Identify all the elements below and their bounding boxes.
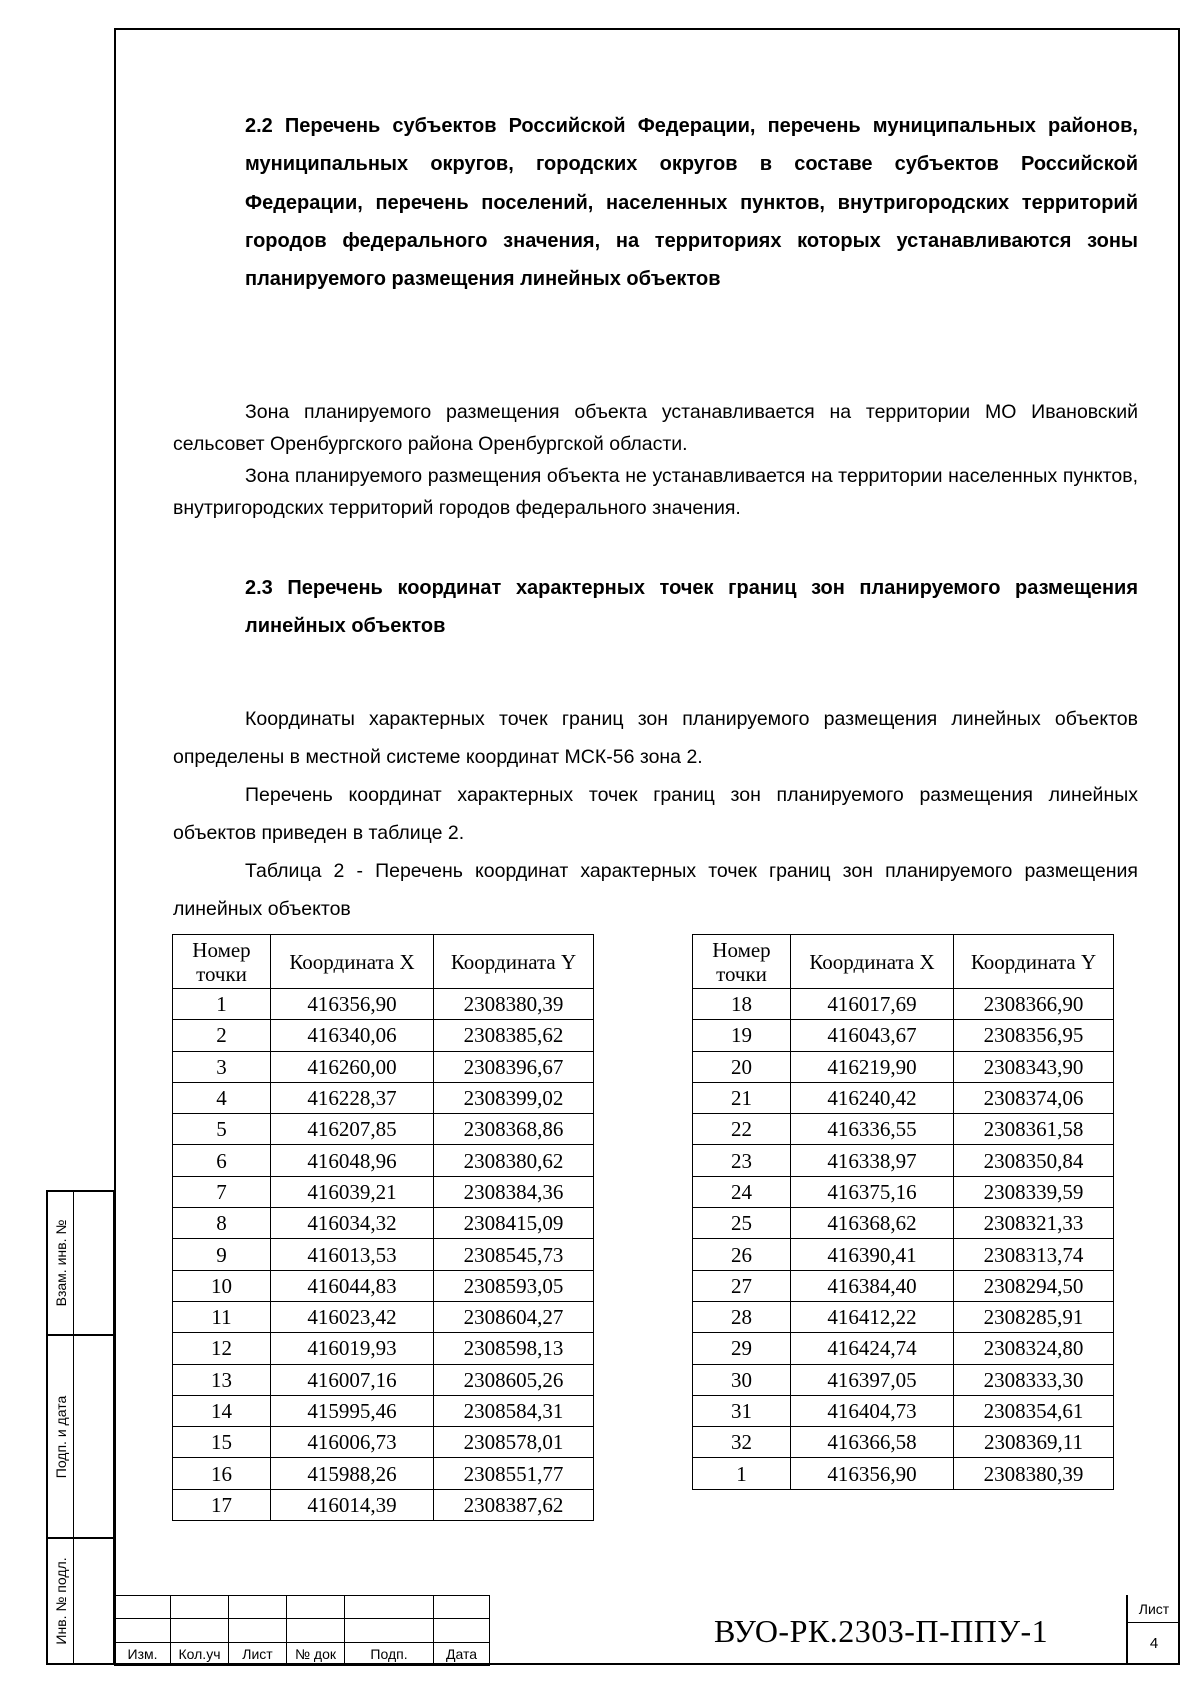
cell-coordinate-y: 2308368,86 <box>434 1114 594 1145</box>
table-row <box>173 1395 594 1426</box>
cell-point-number: 1 <box>173 989 271 1020</box>
section-2-3-paragraph-1: Координаты характерных точек границ зон планируемого размещения линейных объектов определены в местной системе координат МСК-56 зона 2. <box>173 708 1138 768</box>
table-row <box>693 1114 1114 1145</box>
table-row <box>173 1489 594 1520</box>
cell-coordinate-x: 416034,32 <box>271 1208 434 1239</box>
cell-coordinate-x: 416007,16 <box>271 1364 434 1395</box>
cell-coordinate-y: 2308593,05 <box>434 1270 594 1301</box>
cell-coordinate-x: 416340,06 <box>271 1020 434 1051</box>
table-header-row <box>173 935 594 989</box>
cell-coordinate-x: 416219,90 <box>791 1051 954 1082</box>
cell-coordinate-y: 2308313,74 <box>954 1239 1114 1270</box>
table-row <box>693 1364 1114 1395</box>
cell-coordinate-y: 2308339,59 <box>954 1176 1114 1207</box>
section-2-2-paragraph-2: Зона планируемого размещения объекта не устанавливается на территории населенных пунктов, внутригородских территорий городов федерального значения. <box>173 465 1138 519</box>
cell-coordinate-x: 416043,67 <box>791 1020 954 1051</box>
table-row <box>693 1051 1114 1082</box>
cell-coordinate-x: 416207,85 <box>271 1114 434 1145</box>
cell-coordinate-x: 416044,83 <box>271 1270 434 1301</box>
cell-point-number: 19 <box>693 1020 791 1051</box>
cell-coordinate-x: 416017,69 <box>791 989 954 1020</box>
cell-point-number: 29 <box>693 1333 791 1364</box>
cell-coordinate-x: 416368,62 <box>791 1208 954 1239</box>
cell-coordinate-y: 2308604,27 <box>434 1301 594 1332</box>
sidebar-label-vzam: Взам. инв. № <box>52 1219 69 1307</box>
cell-coordinate-x: 416390,41 <box>791 1239 954 1270</box>
cell-point-number: 25 <box>693 1208 791 1239</box>
cell-coordinate-y: 2308385,62 <box>434 1020 594 1051</box>
table-row <box>693 1395 1114 1426</box>
cell-point-number: 2 <box>173 1020 271 1051</box>
cell-coordinate-x: 416228,37 <box>271 1082 434 1113</box>
cell-point-number: 4 <box>173 1082 271 1113</box>
sheet-number: 4 <box>1149 1635 1159 1652</box>
cell-coordinate-y: 2308366,90 <box>954 989 1114 1020</box>
sidebar-cell-podp <box>46 1334 115 1539</box>
table-row <box>173 1176 594 1207</box>
section-2-3-paragraph-2: Перечень координат характерных точек границ зон планируемого размещения линейных объектов приведен в таблице 2. <box>173 784 1138 844</box>
header-coordinate-x: Координата X <box>271 935 434 989</box>
cell-coordinate-x: 416336,55 <box>791 1114 954 1145</box>
table-row <box>173 989 594 1020</box>
header-coordinate-y: Координата Y <box>434 935 594 989</box>
cell-coordinate-y: 2308333,30 <box>954 1364 1114 1395</box>
cell-point-number: 30 <box>693 1364 791 1395</box>
cell-coordinate-y: 2308361,58 <box>954 1114 1114 1145</box>
cell-coordinate-y: 2308384,36 <box>434 1176 594 1207</box>
cell-coordinate-y: 2308584,31 <box>434 1395 594 1426</box>
cell-coordinate-x: 416260,00 <box>271 1051 434 1082</box>
cell-point-number: 10 <box>173 1270 271 1301</box>
cell-coordinate-y: 2308354,61 <box>954 1395 1114 1426</box>
stamp-col-list: Лист <box>229 1642 287 1665</box>
table-row <box>173 1020 594 1051</box>
section-2-2-heading: 2.2 Перечень субъектов Российской Федерации, перечень муниципальных районов, муниципальных округов, городских округов в составе субъектов Российской Федерации, перечень поселений, населенных пунктов, внутригородских территорий городов федерального значения, на территориях которых устанавливаются зоны планируемого размещения линейных объектов <box>245 115 1138 291</box>
cell-coordinate-y: 2308321,33 <box>954 1208 1114 1239</box>
section-2-3-heading: 2.3 Перечень координат характерных точек границ зон планируемого размещения линейных объектов <box>245 577 1138 638</box>
revision-grid <box>114 1595 490 1666</box>
table-row <box>173 1333 594 1364</box>
header-coordinate-x: Координата X <box>791 935 954 989</box>
header-point-number: Номер точки <box>173 935 271 989</box>
cell-point-number: 23 <box>693 1145 791 1176</box>
cell-point-number: 15 <box>173 1427 271 1458</box>
cell-point-number: 26 <box>693 1239 791 1270</box>
table-row <box>693 1270 1114 1301</box>
cell-point-number: 31 <box>693 1395 791 1426</box>
cell-point-number: 22 <box>693 1114 791 1145</box>
sidebar-cell-inv <box>46 1537 115 1665</box>
cell-point-number: 3 <box>173 1051 271 1082</box>
cell-point-number: 24 <box>693 1176 791 1207</box>
cell-point-number: 16 <box>173 1458 271 1489</box>
stamp-col-izm: Изм. <box>115 1642 171 1665</box>
table-row <box>693 1239 1114 1270</box>
cell-point-number: 28 <box>693 1301 791 1332</box>
sidebar-cell-vzam <box>46 1190 115 1336</box>
cell-point-number: 18 <box>693 989 791 1020</box>
table-row <box>173 1458 594 1489</box>
table-row <box>173 1364 594 1395</box>
table-row <box>693 1458 1114 1489</box>
cell-point-number: 14 <box>173 1395 271 1426</box>
stamp-col-podp: Подп. <box>345 1642 434 1665</box>
table-row <box>693 1020 1114 1051</box>
cell-point-number: 6 <box>173 1145 271 1176</box>
coordinates-table-left <box>172 934 594 1521</box>
table-row <box>173 1301 594 1332</box>
cell-coordinate-x: 416338,97 <box>791 1145 954 1176</box>
cell-point-number: 17 <box>173 1489 271 1520</box>
cell-point-number: 21 <box>693 1082 791 1113</box>
cell-coordinate-y: 2308350,84 <box>954 1145 1114 1176</box>
cell-coordinate-y: 2308380,39 <box>954 1458 1114 1489</box>
table-row <box>693 1427 1114 1458</box>
cell-coordinate-y: 2308415,09 <box>434 1208 594 1239</box>
cell-coordinate-y: 2308399,02 <box>434 1082 594 1113</box>
table-row <box>173 1082 594 1113</box>
cell-coordinate-y: 2308605,26 <box>434 1364 594 1395</box>
cell-coordinate-y: 2308369,11 <box>954 1427 1114 1458</box>
cell-coordinate-x: 416013,53 <box>271 1239 434 1270</box>
cell-coordinate-y: 2308598,13 <box>434 1333 594 1364</box>
stamp-col-n-dok: № док <box>287 1642 345 1665</box>
cell-point-number: 11 <box>173 1301 271 1332</box>
table-row <box>693 1208 1114 1239</box>
cell-coordinate-y: 2308294,50 <box>954 1270 1114 1301</box>
cell-coordinate-x: 416397,05 <box>791 1364 954 1395</box>
cell-point-number: 32 <box>693 1427 791 1458</box>
stamp-col-kol-uch: Кол.уч <box>171 1642 229 1665</box>
table-row <box>693 1333 1114 1364</box>
table-row <box>693 1145 1114 1176</box>
cell-coordinate-x: 416424,74 <box>791 1333 954 1364</box>
cell-coordinate-y: 2308545,73 <box>434 1239 594 1270</box>
cell-coordinate-x: 416240,42 <box>791 1082 954 1113</box>
table-row <box>693 1301 1114 1332</box>
cell-coordinate-x: 416404,73 <box>791 1395 954 1426</box>
cell-coordinate-x: 416039,21 <box>271 1176 434 1207</box>
table-row <box>173 1239 594 1270</box>
cell-coordinate-y: 2308324,80 <box>954 1333 1114 1364</box>
cell-coordinate-y: 2308374,06 <box>954 1082 1114 1113</box>
cell-coordinate-x: 416384,40 <box>791 1270 954 1301</box>
cell-coordinate-x: 415988,26 <box>271 1458 434 1489</box>
table-row <box>173 1051 594 1082</box>
cell-coordinate-x: 416356,90 <box>271 989 434 1020</box>
cell-coordinate-y: 2308578,01 <box>434 1427 594 1458</box>
cell-coordinate-x: 416356,90 <box>791 1458 954 1489</box>
header-point-number: Номер точки <box>693 935 791 989</box>
cell-coordinate-x: 416375,16 <box>791 1176 954 1207</box>
sheet-box <box>1126 1595 1180 1665</box>
cell-coordinate-y: 2308380,62 <box>434 1145 594 1176</box>
cell-point-number: 5 <box>173 1114 271 1145</box>
sidebar-label-inv: Инв. № подл. <box>52 1557 69 1645</box>
cell-coordinate-x: 416019,93 <box>271 1333 434 1364</box>
cell-point-number: 13 <box>173 1364 271 1395</box>
table-row <box>173 1145 594 1176</box>
cell-point-number: 27 <box>693 1270 791 1301</box>
sheet-label: Лист <box>1128 1595 1180 1623</box>
cell-point-number: 20 <box>693 1051 791 1082</box>
cell-coordinate-x: 416006,73 <box>271 1427 434 1458</box>
cell-point-number: 12 <box>173 1333 271 1364</box>
title-block <box>114 1595 1180 1665</box>
approval-sidebar <box>46 1190 115 1665</box>
cell-point-number: 9 <box>173 1239 271 1270</box>
table-caption: Таблица 2 - Перечень координат характерных точек границ зон планируемого размещения линейных объектов <box>173 860 1138 920</box>
coordinates-table-right <box>692 934 1114 1490</box>
cell-point-number: 1 <box>693 1458 791 1489</box>
cell-coordinate-y: 2308551,77 <box>434 1458 594 1489</box>
header-coordinate-y: Координата Y <box>954 935 1114 989</box>
table-row <box>173 1270 594 1301</box>
table-row <box>693 989 1114 1020</box>
cell-coordinate-y: 2308343,90 <box>954 1051 1114 1082</box>
cell-coordinate-y: 2308380,39 <box>434 989 594 1020</box>
cell-coordinate-x: 416014,39 <box>271 1489 434 1520</box>
cell-point-number: 7 <box>173 1176 271 1207</box>
document-code: ВУО-РК.2303-П-ППУ-1 <box>714 1613 1049 1649</box>
cell-coordinate-x: 416048,96 <box>271 1145 434 1176</box>
table-row <box>173 1427 594 1458</box>
cell-coordinate-x: 416366,58 <box>791 1427 954 1458</box>
cell-coordinate-y: 2308285,91 <box>954 1301 1114 1332</box>
cell-coordinate-y: 2308387,62 <box>434 1489 594 1520</box>
cell-point-number: 8 <box>173 1208 271 1239</box>
cell-coordinate-x: 416412,22 <box>791 1301 954 1332</box>
table-row <box>173 1114 594 1145</box>
cell-coordinate-y: 2308356,95 <box>954 1020 1114 1051</box>
sidebar-label-podp: Подп. и дата <box>52 1395 69 1478</box>
stamp-col-data: Дата <box>434 1642 490 1665</box>
cell-coordinate-x: 415995,46 <box>271 1395 434 1426</box>
table-row <box>693 1176 1114 1207</box>
cell-coordinate-y: 2308396,67 <box>434 1051 594 1082</box>
cell-coordinate-x: 416023,42 <box>271 1301 434 1332</box>
section-2-2-paragraph-1: Зона планируемого размещения объекта устанавливается на территории МО Ивановский сельсовет Оренбургского района Оренбургской области. <box>173 401 1138 455</box>
table-row <box>693 1082 1114 1113</box>
table-row <box>173 1208 594 1239</box>
table-header-row <box>693 935 1114 989</box>
